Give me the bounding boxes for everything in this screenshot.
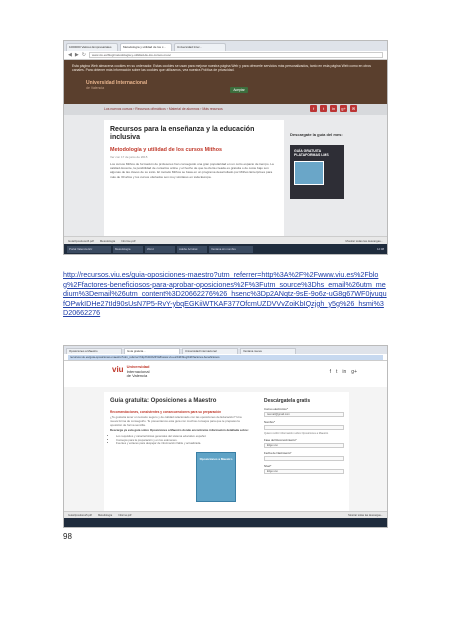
url-field[interactable]: www.viu.es/blog/metodologia-y-utilidad-de-los-cursos-mooc xyxy=(89,52,383,58)
field-label: Nivel* xyxy=(264,464,272,468)
birthdate-field[interactable] xyxy=(264,456,344,461)
system-clock: 12:08 xyxy=(377,247,384,251)
email-field[interactable]: tuemail@gmail.com xyxy=(264,412,344,417)
cookie-banner xyxy=(64,60,387,104)
googleplus-icon[interactable]: g+ xyxy=(341,106,346,111)
twitter-icon[interactable]: t xyxy=(336,369,338,375)
social-icons xyxy=(310,105,357,112)
facebook-icon[interactable]: f xyxy=(310,105,317,112)
website-viewport xyxy=(64,60,387,240)
level-select[interactable]: Elige uno xyxy=(264,469,344,474)
download-item[interactable]: GuíaOpositores5.pdf xyxy=(68,238,94,243)
taskbar-item[interactable]: Metodología xyxy=(113,246,143,253)
downloads-bar xyxy=(64,236,387,244)
accept-cookies-button[interactable]: Aceptar xyxy=(230,87,248,93)
logo-line-3: de Valencia xyxy=(126,373,148,379)
screenshot-landing-page xyxy=(63,345,388,528)
list-item: • Fuentes y enlaces para despejar de información fiable y actualizada. xyxy=(116,442,250,446)
form-title: Descárgatela gratis xyxy=(264,398,311,404)
googleplus-icon[interactable]: g+ xyxy=(351,369,357,375)
article-body: Los cursos Mithos de formación de profesores han conseguido una gran popularidad en un corto espacio de tiempo. La calidad docente, la posibilidad de cursarlos online y el hecho de que la oferta creada es gratuita o de coste bajo son algunas de las claves de su éxito. El método Mithos se basa en un programa desarrollado por Mithos Enterprises para más de 30 años y los cursos ofertados son muy similares en toda Europa. xyxy=(110,162,274,179)
browser-tab-active[interactable]: Guía gratuita... xyxy=(124,348,180,354)
article-title: Recursos para la enseñanza y la educación inclusiva xyxy=(110,126,255,141)
show-all-downloads-link[interactable]: Mostrar todas las descargas... xyxy=(345,238,383,243)
browser-tab[interactable]: Universidad Inter... xyxy=(174,43,226,51)
sidebar-title: Descargate la guía del mes: xyxy=(290,132,343,137)
breadcrumb-nav[interactable]: Los nuevos cursos › Recursos ofimáticos › Material de alumnos › Más recursos xyxy=(64,104,387,115)
download-item[interactable]: Informe.pdf xyxy=(118,513,132,517)
article xyxy=(104,120,284,240)
field-label: Nombre* xyxy=(264,420,276,424)
logo-name: Universidad Internacional xyxy=(86,80,148,86)
url-field[interactable]: recursos.viu.es/guia-oposiciones-maestro?utm_referrer=http%3A%2F%2Fwww.viu.es%2Fblog%2Ffactores-beneficiosos xyxy=(68,355,383,360)
site-logo[interactable] xyxy=(112,365,149,379)
name-field[interactable] xyxy=(264,425,344,430)
article-date: Ver con 17 de junio de 2015 xyxy=(110,155,148,159)
taskbar-item[interactable]: Ventana sin nombre xyxy=(209,246,253,253)
browser-tab[interactable]: 1000000 Valores Empresariales xyxy=(66,43,118,51)
address-bar xyxy=(64,51,387,60)
logo-text xyxy=(127,365,150,379)
logo-sub: de Valencia xyxy=(86,86,105,90)
download-form xyxy=(264,398,344,474)
consent-checkbox[interactable]: Quiero recibir información sobre Oposiciones a Maestro xyxy=(264,432,329,435)
logo-mark: viu xyxy=(112,365,124,374)
linkedin-icon[interactable]: in xyxy=(331,106,336,111)
downloads-bar xyxy=(64,511,387,518)
browser-tab[interactable]: Universidad Internacional xyxy=(182,348,238,354)
download-item[interactable]: Informe.pdf xyxy=(121,238,136,243)
sidebar xyxy=(290,132,350,232)
guide-banner[interactable] xyxy=(290,145,344,199)
landing-content xyxy=(104,392,349,512)
taskbar-item[interactable]: Adobe Acrobat xyxy=(177,246,207,253)
guide-cover-image xyxy=(196,452,236,502)
show-all-downloads-link[interactable]: Mostrar todas las descargas... xyxy=(348,513,383,517)
guide-title: GUÍA GRATUITA PLATAFORMAS LMS xyxy=(294,149,329,158)
browser-tab-strip xyxy=(64,41,387,51)
download-item[interactable]: Metodología xyxy=(99,238,116,243)
browser-tab[interactable]: Ventana nueva xyxy=(240,348,296,354)
browser-tab-strip xyxy=(64,346,387,354)
download-item[interactable]: GuíaOpositores5.pdf xyxy=(68,513,92,517)
screenshot-blog-page xyxy=(63,40,388,255)
phase-select[interactable]: Elige uno xyxy=(264,443,344,448)
article-subtitle[interactable]: Metodología y utilidad de los cursos Mithos xyxy=(110,147,223,153)
taskbar xyxy=(64,244,387,254)
field-label: Fase del Reconocimiento* xyxy=(264,438,297,442)
twitter-icon[interactable]: t xyxy=(320,105,327,112)
social-icons xyxy=(330,369,357,375)
guide-subtitle: Recomendaciones, consistentes y consecuenciones para su preparación xyxy=(110,410,222,414)
field-label: Correo electrónico* xyxy=(264,407,288,411)
address-bar xyxy=(64,354,387,361)
browser-tab[interactable]: Oposiciones a Maestro xyxy=(66,348,122,354)
browser-tab-active[interactable]: Metodología y utilidad de los c... xyxy=(120,43,172,51)
reference-link[interactable]: http://recursos.viu.es/guia-oposiciones-maestro?utm_referrer=http%3A%2F%2Fwww.viu.es%2Fblog%2Ffactores-beneficiosos-para-aprobar-oposiciones%2F%3Futm_source%3Dhs_email%26utm_medium%3Demail%26utm_content%3D20662276%26_hsenc%3Dp2ANqtz-9sE-9o6z-uG8g67WF0jvuqufOPwkIDHe27tId90sUsN7P5-RvY-ybqEGKiiWTKAF377OfcmUZDVVvZoiKbIQzjgh_y5g%26_hsmi%3D20662276 xyxy=(63,270,387,318)
list-item: • Los requisitos y características generales del sistema educativo español. xyxy=(116,435,250,439)
guide-cover-title: Oposiciones a Maestro xyxy=(199,457,233,461)
bullets-heading: Descarga ya esta guía sobre Oposiciones a Maestro donde encontrarás información detallada sobre: xyxy=(110,428,249,433)
field-label: Fecha de Nacimiento* xyxy=(264,451,292,455)
linkedin-icon[interactable]: in xyxy=(342,369,347,375)
logo-line-2: Internacional xyxy=(126,368,150,374)
guide-intro: ¿Te gustaría tener un temario seguro y de calidad relacionado con las oposiciones de Educación? Una nueva forma de conseguirlo. Te presentamos esta guía con muchos consejos para que te prepares la oposición de forma sencilla. xyxy=(110,415,242,427)
email-icon[interactable]: ✉ xyxy=(351,106,356,111)
taskbar-item[interactable]: Portal Valencia EU xyxy=(67,246,111,253)
guide-description xyxy=(110,410,250,446)
taskbar xyxy=(64,518,387,527)
site-header xyxy=(64,361,387,387)
bullet-list xyxy=(110,435,250,446)
guide-image xyxy=(294,161,324,185)
page-title: Guía gratuita: Oposiciones a Maestro xyxy=(110,398,217,404)
list-item: • Consejos para la preparación y en los exámenes. xyxy=(116,439,250,443)
cookie-text: Esta página Web almacena cookies en su ordenador. Estas cookies se usan para mejorar nuestra página Web y para ofrecerle servicios más personalizados, tanto en esta página Web como en otros canales. Para obtener más información sobre las cookies que utilizamos, vea nuestra Política de privacidad. xyxy=(72,64,371,73)
forward-arrow-icon[interactable]: ▶ xyxy=(74,52,79,58)
facebook-icon[interactable]: f xyxy=(329,369,331,375)
page-number: 98 xyxy=(63,532,72,541)
taskbar-item[interactable]: Word xyxy=(145,246,175,253)
back-arrow-icon[interactable]: ◀ xyxy=(68,52,72,58)
reload-icon[interactable]: ↻ xyxy=(81,52,86,58)
download-item[interactable]: Metodología xyxy=(97,513,113,517)
site-logo[interactable] xyxy=(86,80,147,90)
logo-line-1: Universidad xyxy=(126,364,150,369)
